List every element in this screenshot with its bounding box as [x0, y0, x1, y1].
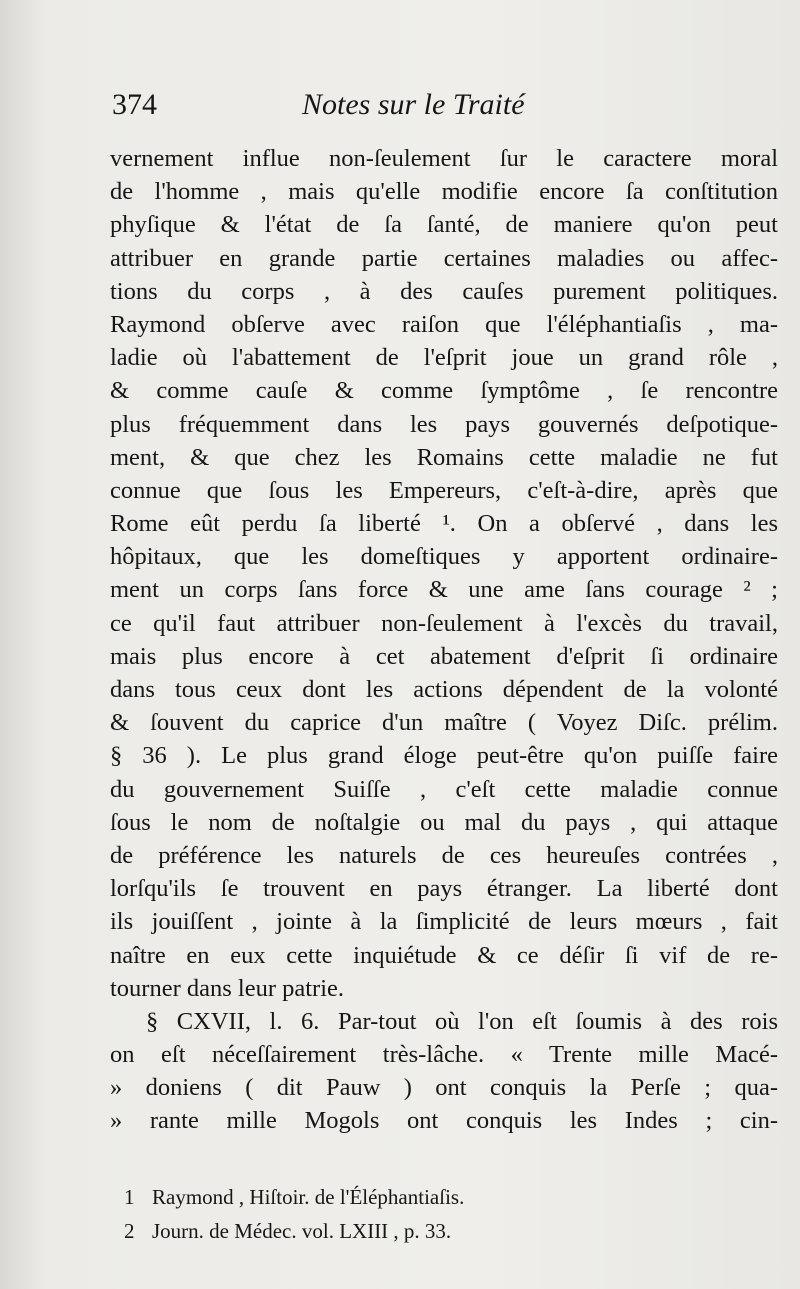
text-line: tions du corps , à des cauſes purement politiques.: [110, 277, 778, 305]
footnote: [124, 1180, 724, 1214]
text-line: § 36 ). Le plus grand éloge peut-être qu'on puiſſe faire: [110, 742, 778, 770]
text-line: mais plus encore à cet abatement d'eſprit ſi ordinaire: [110, 642, 778, 670]
page-number: 374: [112, 88, 157, 121]
text-line: on eſt néceſſairement très-lâche. « Trente mille Macé-: [110, 1041, 778, 1069]
footnote-number: 2: [124, 1219, 135, 1243]
text-line: plus fréquemment dans les pays gouvernés deſpotique-: [110, 410, 778, 438]
running-title: Notes sur le Traité: [302, 88, 525, 121]
text-line: naître en eux cette inquiétude & ce déſir ſi vif de re-: [110, 941, 778, 969]
text-line: ment un corps ſans force & une ame ſans courage ² ;: [110, 576, 778, 604]
text-line: phyſique & l'état de ſa ſanté, de maniere qu'on peut: [110, 211, 778, 239]
text-line: de préférence les naturels de ces heureuſes contrées ,: [110, 841, 778, 869]
footnote: [124, 1214, 724, 1248]
text-line: tourner dans leur patrie.: [110, 974, 345, 1002]
text-line: ſous le nom de noſtalgie ou mal du pays , qui attaque: [110, 808, 778, 836]
text-line: attribuer en grande partie certaines maladies ou affec-: [110, 244, 778, 272]
text-line: Rome eût perdu ſa liberté ¹. On a obſervé , dans les: [110, 510, 778, 538]
text-line: ce qu'il faut attribuer non-ſeulement à l'excès du travail,: [110, 609, 778, 637]
text-line: ils jouiſſent , jointe à la ſimplicité de leurs mœurs , fait: [110, 908, 778, 936]
text-line: » rante mille Mogols ont conquis les Indes ; cin-: [110, 1107, 778, 1135]
footnote-text: Journ. de Médec. vol. LXIII , p. 33.: [152, 1219, 452, 1243]
footnote-number: 1: [124, 1185, 135, 1209]
text-line: lorſqu'ils ſe trouvent en pays étranger. La liberté dont: [110, 875, 778, 903]
text-line: de l'homme , mais qu'elle modifie encore ſa conſtitution: [110, 178, 778, 206]
text-line: vernement influe non-ſeulement ſur le caractere moral: [110, 145, 778, 172]
text-line: » doniens ( dit Pauw ) ont conquis la Perſe ; qua-: [110, 1074, 778, 1102]
text-line: Raymond obſerve avec raiſon que l'éléphantiaſis , ma-: [110, 310, 778, 338]
text-line: & ſouvent du caprice d'un maître ( Voyez Diſc. prélim.: [110, 709, 778, 737]
text-line: ment, & que chez les Romains cette maladie ne fut: [110, 443, 778, 471]
text-line: connue que ſous les Empereurs, c'eſt-à-dire, après que: [110, 476, 778, 504]
text-line: ladie où l'abattement de l'eſprit joue un grand rôle ,: [110, 344, 778, 372]
footnotes: [124, 1180, 724, 1248]
text-line: du gouvernement Suiſſe , c'eſt cette maladie connue: [110, 775, 778, 803]
page-header: [112, 88, 772, 132]
body-text: [110, 142, 778, 1138]
text-line: hôpitaux, que les domeſtiques y apportent ordinaire-: [110, 543, 778, 571]
text-line: & comme cauſe & comme ſymptôme , ſe rencontre: [110, 377, 778, 405]
text-line: § CXVII, l. 6. Par-tout où l'on eſt ſoumis à des rois: [146, 1007, 778, 1035]
text-line: dans tous ceux dont les actions dépendent de la volonté: [110, 676, 778, 703]
footnote-text: Raymond , Hiſtoir. de l'Éléphantiaſis.: [152, 1185, 465, 1209]
